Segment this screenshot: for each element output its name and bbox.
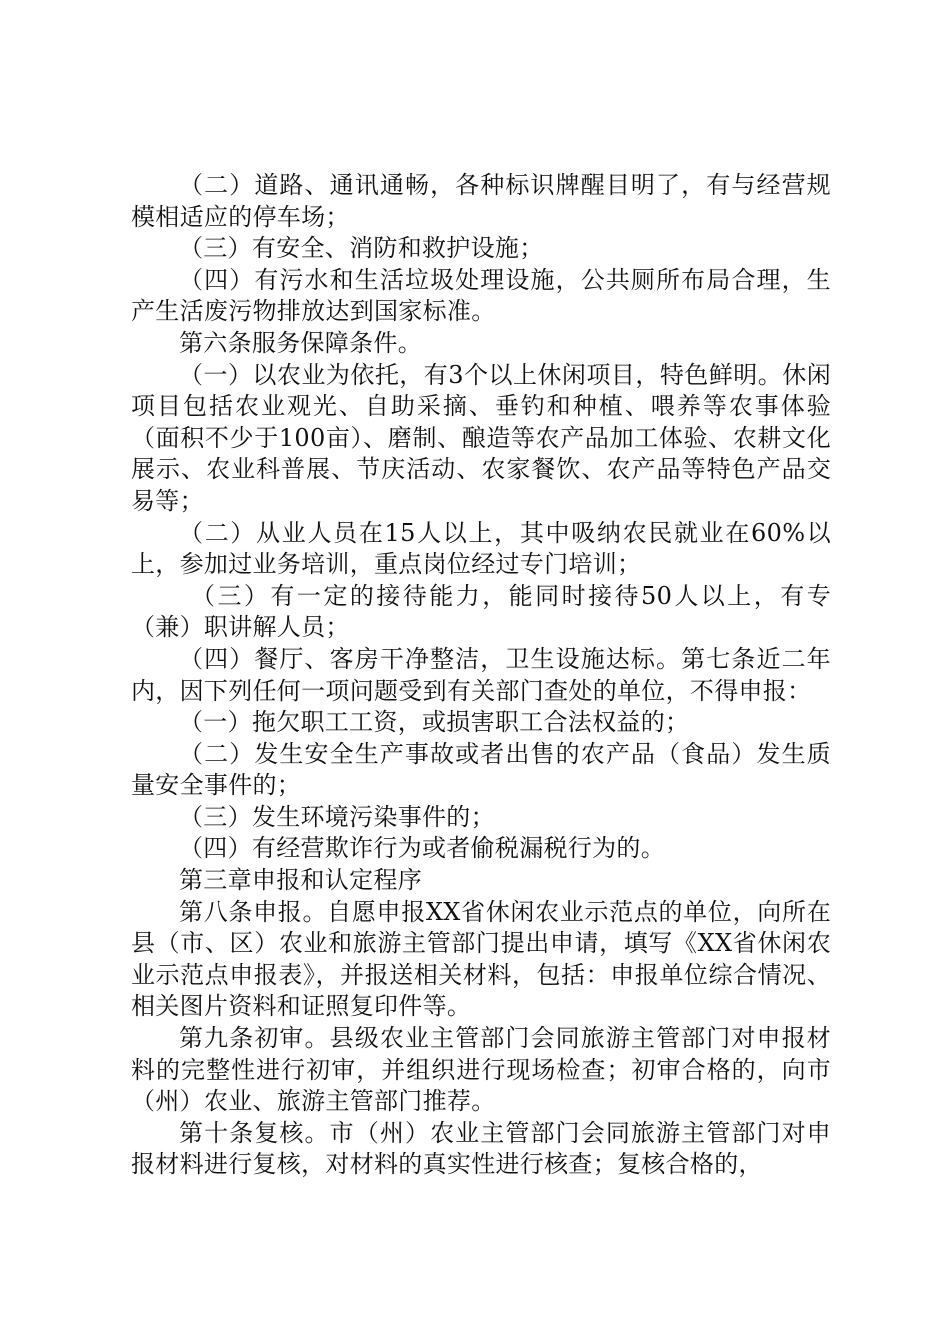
paragraph-reception-capacity: （三）有一定的接待能力，能同时接待50人以上，有专（兼）职讲解人员；: [131, 581, 831, 642]
chapter-3-heading: 第三章申报和认定程序: [179, 866, 422, 895]
paragraph-sewage-facilities: （四）有污水和生活垃圾处理设施，公共厕所布局合理，生产生活废污物排放达到国家标准。: [131, 265, 831, 326]
article-10-reexamination: 第十条复核。市（州）农业主管部门会同旅游主管部门对申报材料进行复核，对材料的真实性进行核查；复核合格的，: [131, 1118, 831, 1179]
paragraph-safety-facilities: （三）有安全、消防和救护设施；: [179, 234, 544, 263]
paragraph-fraud-tax: （四）有经营欺诈行为或者偷税漏税行为的。: [179, 834, 665, 863]
article-6-heading: 第六条服务保障条件。: [179, 328, 422, 357]
document-body: [131, 170, 831, 1181]
article-9-preliminary-review: 第九条初审。县级农业主管部门会同旅游主管部门对申报材料的完整性进行初审，并组织进行现场检查；初审合格的，向市（州）农业、旅游主管部门推荐。: [131, 1024, 831, 1116]
paragraph-safety-incident: （二）发生安全生产事故或者出售的农产品（食品）发生质量安全事件的；: [131, 739, 831, 800]
paragraph-pollution: （三）发生环境污染事件的；: [179, 802, 495, 831]
article-8-application: 第八条申报。自愿申报XX省休闲农业示范点的单位，向所在县（市、区）农业和旅游主管部门提出申请，填写《XX省休闲农业示范点申报表》，并报送相关材料，包括：申报单位综合情况、相关图片资料和证照复印件等。: [131, 897, 831, 1021]
paragraph-road-communication: （二）道路、通讯通畅，各种标识牌醒目明了，有与经营规模相适应的停车场；: [131, 171, 831, 231]
paragraph-restaurant-article-7: （四）餐厅、客房干净整洁，卫生设施达标。第七条近二年内，因下列任何一项问题受到有关部门查处的单位，不得申报：: [131, 644, 831, 705]
paragraph-staff: （二）从业人员在15人以上，其中吸纳农民就业在60%以上，参加过业务培训，重点岗位经过专门培训；: [131, 518, 831, 579]
paragraph-leisure-projects: （一）以农业为依托，有3个以上休闲项目，特色鲜明。休闲项目包括农业观光、自助采摘、垂钓和种植、喂养等农事体验（面积不少于100亩）、磨制、酿造等农产品加工体验、农耕文化展示、农业科普展、节庆活动、农家餐饮、农产品等特色产品交易等；: [131, 360, 831, 515]
paragraph-wage-arrears: （一）拖欠职工工资，或损害职工合法权益的；: [179, 708, 690, 737]
